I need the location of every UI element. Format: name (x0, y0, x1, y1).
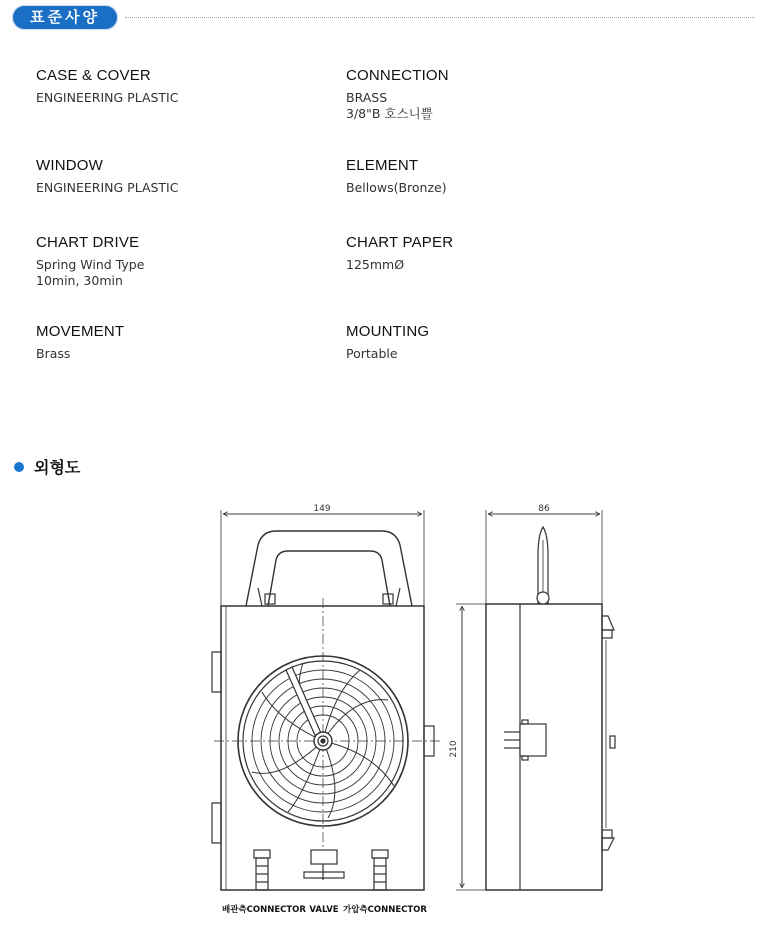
spec-value: 125mmØ (346, 257, 405, 272)
spec-movement (36, 323, 336, 362)
spec-mounting (346, 323, 646, 362)
dim-height: 210 (449, 740, 459, 758)
spec-label: CHART PAPER (346, 234, 454, 251)
spec-element (346, 157, 646, 196)
spec-value: Bellows(Bronze) (346, 180, 447, 195)
spec-connection (346, 67, 646, 122)
spec-case-cover (36, 67, 336, 106)
spec-label: CONNECTION (346, 67, 449, 84)
dim-width: 149 (313, 504, 331, 514)
spec-value: ENGINEERING PLASTIC (36, 180, 179, 195)
spec-label: CHART DRIVE (36, 234, 140, 251)
spec-value: ENGINEERING PLASTIC (36, 90, 179, 105)
spec-value: Portable (346, 346, 398, 361)
label-pressure-connector: 가압측CONNECTOR (343, 905, 427, 915)
spec-chart-drive (36, 234, 336, 289)
spec-value: Brass (36, 346, 71, 361)
outline-drawing (0, 490, 760, 926)
spec-value-line: 10min, 30min (36, 273, 123, 288)
spec-value-line: Spring Wind Type (36, 257, 145, 272)
spec-window (36, 157, 336, 196)
spec-label: ELEMENT (346, 157, 419, 174)
section-badge-spec: 표준사양 (12, 5, 118, 30)
spec-value (346, 90, 646, 122)
spec-label: MOUNTING (346, 323, 430, 340)
bullet-icon (14, 462, 24, 472)
label-valve: VALVE (309, 905, 339, 915)
header-divider (125, 17, 755, 18)
spec-chart-paper (346, 234, 646, 273)
section-title-outline: 외형도 (34, 458, 81, 477)
spec-value-line: 3/8"B 호스니쁠 (346, 106, 433, 121)
label-pipe-connector: 배관측CONNECTOR (222, 905, 306, 915)
spec-label: CASE & COVER (36, 67, 151, 84)
spec-value-line: BRASS (346, 90, 388, 105)
dim-depth: 86 (538, 504, 550, 514)
spec-value (36, 257, 336, 289)
spec-label: MOVEMENT (36, 323, 125, 340)
spec-label: WINDOW (36, 157, 104, 174)
